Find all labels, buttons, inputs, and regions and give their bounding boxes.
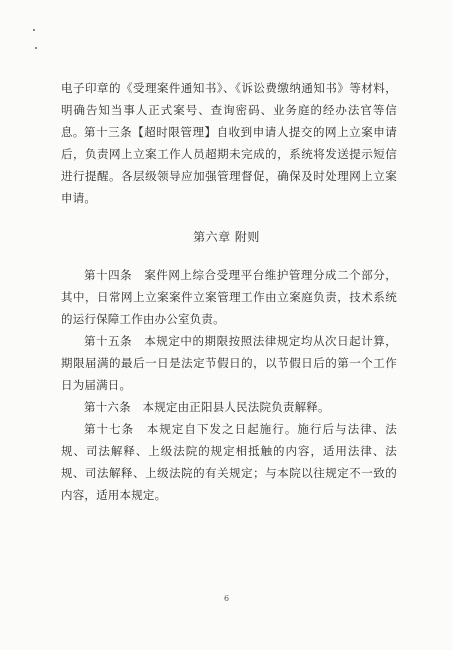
article-17: 第十七条 本规定自下发之日起施行。施行后与法律、法规、司法解释、上级法院的规定相抵触的内容，适用法律、法规、司法解释、上级法院的有关规定；与本院以往规定不一致的内容，适用本规定。 bbox=[61, 422, 397, 502]
article-14: 第十四条 案件网上综合受理平台维护管理分成二个部分，其中，日常网上立案案件立案管理工作由立案庭负责，技术系统的运行保障工作由办公室负责。 bbox=[61, 268, 397, 326]
scan-speck bbox=[33, 29, 35, 31]
article-13: 第十三条【超时限管理】自收到申请人提交的网上立案申请后，负责网上立案工作人员超期未完成的，系统将发送提示短信进行提醒。各层级领导应加强管理督促，确保及时处理网上立案申请。 bbox=[61, 125, 397, 205]
article-16: 第十六条 本规定由正阳县人民法院负责解释。 bbox=[84, 400, 330, 414]
page-number: 6 bbox=[223, 594, 230, 603]
scan-speck bbox=[35, 47, 37, 49]
chapter-title: 第六章 附则 bbox=[193, 230, 260, 244]
continuation-paragraph: 电子印章的《受理案件通知书》、《诉讼费缴纳通知书》等材料，明确告知当事人正式案号、查询密码、业务庭的经办法官等信息。 bbox=[61, 81, 397, 139]
article-15: 第十五条 本规定中的期限按照法律规定均从次日起计算，期限届满的最后一日是法定节假日的，以节假日后的第一个工作日为届满日。 bbox=[61, 334, 397, 392]
